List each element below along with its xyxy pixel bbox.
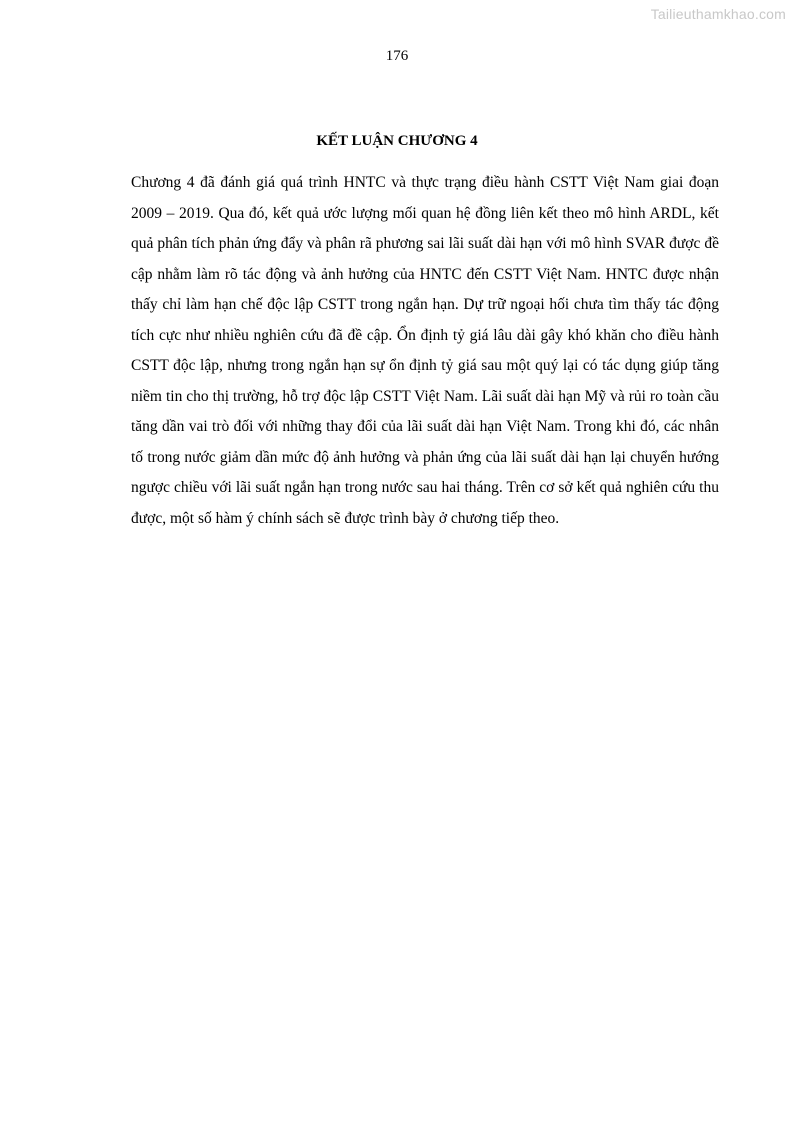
page-number: 176 bbox=[385, 48, 409, 64]
chapter-title: KẾT LUẬN CHƯƠNG 4 bbox=[316, 133, 478, 149]
body-paragraph: Chương 4 đã đánh giá quá trình HNTC và thực trạng điều hành CSTT Việt Nam giai đoạn 2009 – 2019. Qua đó, kết quả ước lượng mối quan hệ đồng liên kết theo mô hình ARDL, kết quả phân tích phản ứng đẩy và phân rã phương sai lãi suất dài hạn với mô hình SVAR được đề cập nhằm làm rõ tác động và ảnh hưởng của HNTC đến CSTT Việt Nam. HNTC được nhận thấy chỉ làm hạn chế độc lập CSTT trong ngắn hạn. Dự trữ ngoại hối chưa tìm thấy tác động tích cực như nhiều nghiên cứu đã đề cập. Ổn định tỷ giá lâu dài gây khó khăn cho điều hành CSTT độc lập, nhưng trong ngắn hạn sự ổn định tỷ giá sau một quý lại có tác dụng giúp tăng niềm tin cho thị trường, hỗ trợ độc lập CSTT Việt Nam. Lãi suất dài hạn Mỹ và rủi ro toàn cầu tăng dần vai trò đối với những thay đổi của lãi suất dài hạn Việt Nam. Trong khi đó, các nhân tố trong nước giảm dần mức độ ảnh hưởng và phản ứng của lãi suất dài hạn lại chuyển hướng ngược chiều với lãi suất ngắn hạn trong nước sau hai tháng. Trên cơ sở kết quả nghiên cứu thu được, một số hàm ý chính sách sẽ được trình bày ở chương tiếp theo. bbox=[131, 174, 719, 527]
watermark-text: Tailieuthamkhao.com bbox=[650, 6, 786, 22]
